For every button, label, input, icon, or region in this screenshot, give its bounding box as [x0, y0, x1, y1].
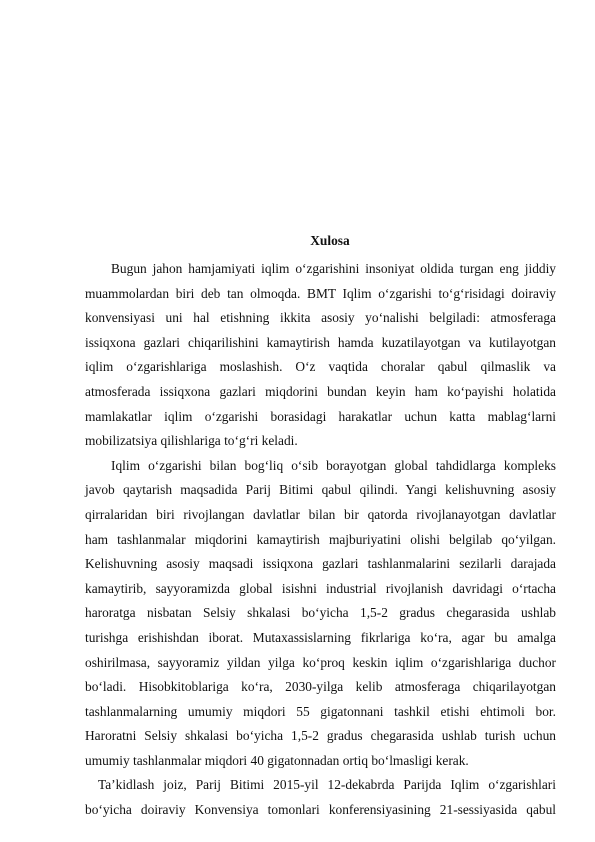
text-line: bo‘yicha doiraviy Konvensiya tomonlari konferensiyasining 21-sessiyasida qabul [85, 802, 556, 818]
text-line: Haroratni Selsiy shkalasi bo‘yicha 1,5-2 gradus chegarasida ushlab turish uchun [85, 728, 556, 744]
text-line: mamlakatlar iqlim o‘zgarishi borasidagi harakatlar uchun katta mablag‘larni [85, 408, 556, 424]
text-line: ham tashlanmalar miqdorini kamaytirish majburiyatini olishi belgilab qo‘yilgan. [85, 531, 556, 547]
text-line: tashlanmalarning umumiy miqdori 55 gigatonnani tashkil etishi ehtimoli bor. [85, 703, 556, 719]
page-title: Xulosa [310, 233, 350, 248]
text-line: javob qaytarish maqsadida Parij Bitimi qabul qilindi. Yangi kelishuvning asosiy [85, 482, 556, 498]
text-line: atmosferada issiqxona gazlari miqdorini bundan keyin ham ko‘payishi holatida [85, 383, 556, 399]
text-line: Bugun jahon hamjamiyati iqlim o‘zgarishini insoniyat oldida turgan eng jiddiy [111, 261, 556, 276]
text-line: turishga erishishdan iborat. Mutaxassislarning fikrlariga ko‘ra, agar bu amalga [85, 629, 556, 645]
paragraph-1 [85, 257, 556, 454]
text-line: konvensiyasi uni hal etishning ikkita asosiy yo‘nalishi belgiladi: atmosferaga [85, 310, 556, 326]
text-line: umumiy tashlanmalar miqdori 40 gigatonnadan ortiq bo‘lmasligi kerak. [85, 752, 469, 768]
text-line: qirralaridan biri rivojlangan davlatlar bilan bir qatorda rivojlanayotgan davlatlar [85, 506, 556, 522]
text-line: oshirilmasa, sayyoramiz yildan yilga ko‘proq keskin iqlim o‘zgarishlariga duchor [85, 654, 556, 670]
paragraph-2 [85, 454, 556, 774]
text-line: muammolardan biri deb tan olmoqda. BMT Iqlim o‘zgarishi to‘g‘risidagi doiraviy [85, 285, 556, 301]
text-line: mobilizatsiya qilishlariga to‘g‘ri keladi. [85, 433, 298, 449]
document-body [85, 257, 556, 823]
paragraph-3 [85, 773, 556, 822]
text-line: iqlim o‘zgarishlariga moslashish. O‘z vaqtida choralar qabul qilmaslik va [85, 359, 556, 375]
text-line: kamaytirib, sayyoramizda global isishni industrial rivojlanish davridagi o‘rtacha [85, 580, 556, 596]
text-line: issiqxona gazlari chiqarilishini kamaytirish hamda kuzatilayotgan va kutilayotgan [85, 334, 556, 350]
text-line: Ta’kidlash joiz, Parij Bitimi 2015-yil 12-dekabrda Parijda Iqlim o‘zgarishlari [98, 777, 556, 793]
text-line: Iqlim o‘zgarishi bilan bog‘liq o‘sib borayotgan global tahdidlarga kompleks [111, 457, 556, 473]
text-line: Kelishuvning asosiy maqsadi issiqxona gazlari tashlanmalarini sezilarli darajada [85, 556, 556, 572]
text-line: haroratga nisbatan Selsiy shkalasi bo‘yicha 1,5-2 gradus chegarasida ushlab [85, 605, 556, 621]
text-line: bo‘ladi. Hisobkitoblariga ko‘ra, 2030-yilga kelib atmosferaga chiqarilayotgan [85, 679, 556, 695]
